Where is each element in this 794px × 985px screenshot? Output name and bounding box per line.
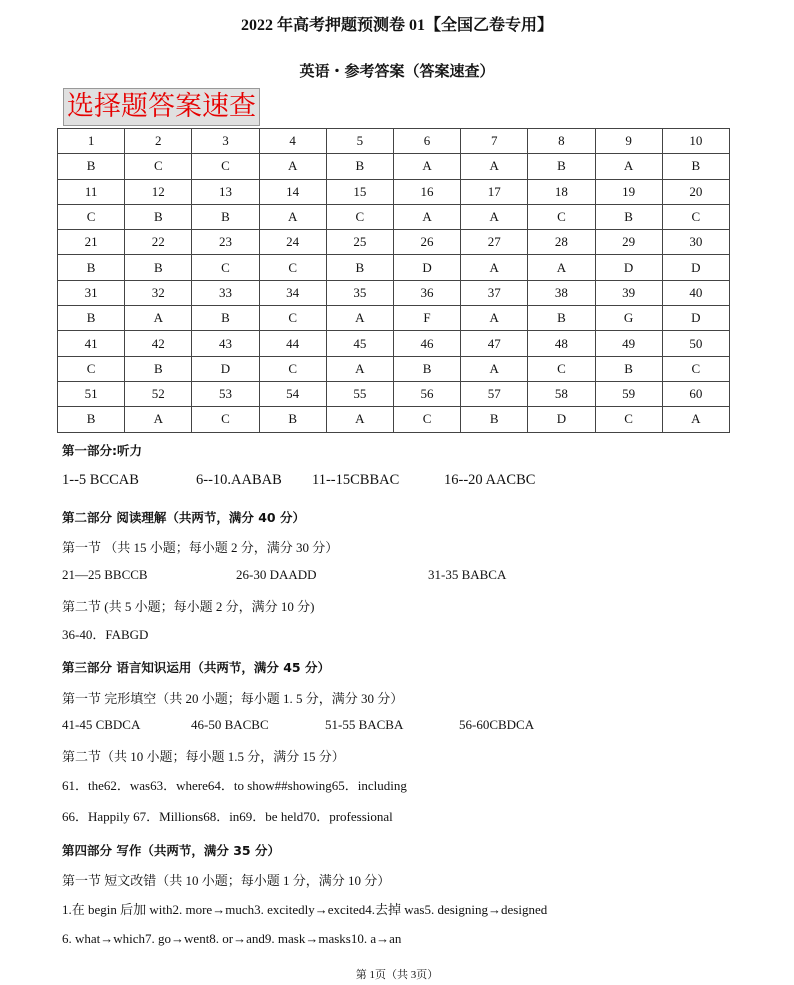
part3-answer-group: 56-60CBDCA (459, 717, 535, 732)
answer-cell: C (595, 407, 662, 432)
part2-section1-answers (62, 567, 506, 583)
answer-cell: B (326, 255, 393, 280)
answer-cell: C (393, 407, 460, 432)
question-number-cell: 47 (461, 331, 528, 356)
answer-cell: A (461, 154, 528, 179)
part2-answer-group: 31-35 BABCA (428, 567, 507, 582)
part1-answer-group: 11--15CBBAC (312, 472, 400, 488)
answer-cell: C (662, 356, 729, 381)
part4-section1-line1: 1.在 begin 后加 with2. more→much3. excitedly→excited4.去掉 was5. designing→designed (62, 902, 548, 917)
question-number-cell: 2 (125, 129, 192, 154)
question-number-row (58, 230, 730, 255)
question-number-cell: 35 (326, 280, 393, 305)
answer-row (58, 306, 730, 331)
part3-answer-group: 51-55 BACBA (325, 717, 404, 732)
answer-cell: B (192, 204, 259, 229)
answer-cell: C (326, 204, 393, 229)
question-number-cell: 37 (461, 280, 528, 305)
answer-cell: B (125, 255, 192, 280)
part2-answer-group: 21—25 BBCCB (62, 567, 148, 582)
question-number-cell: 24 (259, 230, 326, 255)
question-number-cell: 50 (662, 331, 729, 356)
answer-cell: A (326, 306, 393, 331)
answer-cell: C (192, 407, 259, 432)
answer-row (58, 255, 730, 280)
question-number-cell: 6 (393, 129, 460, 154)
answer-cell: A (393, 154, 460, 179)
answer-cell: A (259, 204, 326, 229)
answer-cell: B (595, 356, 662, 381)
question-number-cell: 46 (393, 331, 460, 356)
answer-cell: C (528, 356, 595, 381)
question-number-cell: 52 (125, 381, 192, 406)
question-number-cell: 15 (326, 179, 393, 204)
question-number-cell: 49 (595, 331, 662, 356)
question-number-row (58, 280, 730, 305)
answer-cell: A (326, 407, 393, 432)
answer-cell: A (125, 306, 192, 331)
part3-section2-line1: 61．the62．was63．where64．to show##showing65．including (62, 778, 407, 793)
document-subtitle: 英语・参考答案（答案速查） (299, 64, 495, 80)
answer-cell: B (125, 356, 192, 381)
part3-section2-line2: 66．Happily 67．Millions68．in69．be held70．professional (62, 809, 393, 824)
answer-cell: C (58, 204, 125, 229)
answer-cell: C (259, 255, 326, 280)
question-number-cell: 16 (393, 179, 460, 204)
answer-cell: B (528, 154, 595, 179)
question-number-cell: 17 (461, 179, 528, 204)
question-number-cell: 22 (125, 230, 192, 255)
answer-cell: A (461, 204, 528, 229)
answer-cell: C (125, 154, 192, 179)
answer-row (58, 154, 730, 179)
answer-cell: A (595, 154, 662, 179)
question-number-row (58, 179, 730, 204)
answer-cell: B (58, 306, 125, 331)
question-number-cell: 57 (461, 381, 528, 406)
answer-cell: B (58, 154, 125, 179)
answer-cell: D (192, 356, 259, 381)
question-number-cell: 11 (58, 179, 125, 204)
question-number-cell: 18 (528, 179, 595, 204)
question-number-cell: 27 (461, 230, 528, 255)
part3-answer-group: 41-45 CBDCA (62, 717, 141, 732)
part4-section1-heading: 第一节 短文改错（共 10 小题；每小题 1 分，满分 10 分） (62, 873, 391, 888)
answer-row (58, 204, 730, 229)
answer-cell: A (528, 255, 595, 280)
question-number-cell: 10 (662, 129, 729, 154)
question-number-cell: 41 (58, 331, 125, 356)
answer-cell: A (125, 407, 192, 432)
question-number-row (58, 381, 730, 406)
question-number-cell: 8 (528, 129, 595, 154)
question-number-cell: 25 (326, 230, 393, 255)
part1-answer-group: 16--20 AACBC (444, 472, 536, 488)
question-number-cell: 36 (393, 280, 460, 305)
answer-cell: B (58, 255, 125, 280)
question-number-cell: 12 (125, 179, 192, 204)
part2-section1-heading: 第一节 （共 15 小题；每小题 2 分，满分 30 分） (62, 540, 339, 555)
question-number-cell: 38 (528, 280, 595, 305)
question-number-cell: 9 (595, 129, 662, 154)
question-number-cell: 34 (259, 280, 326, 305)
answer-cell: B (259, 407, 326, 432)
answer-cell: C (259, 306, 326, 331)
question-number-cell: 3 (192, 129, 259, 154)
part1-answer-group: 1--5 BCCAB (62, 472, 139, 488)
answer-cell: B (595, 204, 662, 229)
answer-table (57, 128, 730, 433)
question-number-cell: 32 (125, 280, 192, 305)
question-number-cell: 19 (595, 179, 662, 204)
answer-cell: C (528, 204, 595, 229)
answer-cell: B (662, 154, 729, 179)
question-number-cell: 60 (662, 381, 729, 406)
question-number-cell: 14 (259, 179, 326, 204)
part3-section2-heading: 第二节（共 10 小题；每小题 1.5 分，满分 15 分） (62, 749, 345, 764)
part2-section2-answers: 36-40．FABGD (62, 627, 149, 642)
question-number-cell: 20 (662, 179, 729, 204)
question-number-cell: 33 (192, 280, 259, 305)
part3-section1-answers (62, 717, 534, 733)
answer-cell: B (326, 154, 393, 179)
question-number-cell: 48 (528, 331, 595, 356)
answer-row (58, 356, 730, 381)
question-number-cell: 39 (595, 280, 662, 305)
question-number-cell: 54 (259, 381, 326, 406)
answer-cell: D (662, 255, 729, 280)
question-number-cell: 51 (58, 381, 125, 406)
part3-heading: 第三部分 语言知识运用（共两节，满分 45 分） (62, 660, 330, 675)
question-number-cell: 45 (326, 331, 393, 356)
part4-section1-line2: 6. what→which7. go→went8. or→and9. mask→masks10. a→an (62, 931, 402, 946)
question-number-cell: 26 (393, 230, 460, 255)
answer-cell: G (595, 306, 662, 331)
part3-answer-group: 46-50 BACBC (191, 717, 269, 732)
answer-cell: D (528, 407, 595, 432)
answer-cell: B (393, 356, 460, 381)
answer-cell: C (662, 204, 729, 229)
answer-cell: C (58, 356, 125, 381)
question-number-cell: 31 (58, 280, 125, 305)
answer-cell: B (58, 407, 125, 432)
part1-answers (62, 472, 535, 489)
question-number-cell: 44 (259, 331, 326, 356)
answer-cell: D (595, 255, 662, 280)
question-number-row (58, 331, 730, 356)
answer-cell: B (461, 407, 528, 432)
question-number-cell: 43 (192, 331, 259, 356)
part4-heading: 第四部分 写作（共两节，满分 35 分） (62, 843, 280, 858)
question-number-cell: 28 (528, 230, 595, 255)
answer-cell: C (259, 356, 326, 381)
answer-cell: B (192, 306, 259, 331)
question-number-cell: 13 (192, 179, 259, 204)
answer-cell: A (393, 204, 460, 229)
page-footer: 第 1页（共 3页） (355, 969, 439, 981)
question-number-cell: 59 (595, 381, 662, 406)
question-number-cell: 21 (58, 230, 125, 255)
question-number-cell: 40 (662, 280, 729, 305)
part2-section2-heading: 第二节 (共 5 小题；每小题 2 分，满分 10 分) (62, 599, 315, 614)
answer-cell: A (461, 356, 528, 381)
answer-cell: B (528, 306, 595, 331)
answer-cell: D (662, 306, 729, 331)
question-number-cell: 53 (192, 381, 259, 406)
answer-cell: C (192, 255, 259, 280)
part2-heading: 第二部分 阅读理解（共两节，满分 40 分） (62, 510, 305, 525)
question-number-cell: 7 (461, 129, 528, 154)
quick-answer-banner: 选择题答案速查 (63, 88, 260, 126)
answer-table-body (58, 129, 730, 433)
question-number-cell: 55 (326, 381, 393, 406)
question-number-cell: 30 (662, 230, 729, 255)
part2-answer-group: 26-30 DAADD (236, 567, 317, 582)
answer-cell: A (326, 356, 393, 381)
part1-heading: 第一部分:听力 (62, 443, 142, 458)
answer-cell: C (192, 154, 259, 179)
document-title: 2022 年高考押题预测卷 01【全国乙卷专用】 (240, 17, 553, 34)
question-number-cell: 56 (393, 381, 460, 406)
answer-cell: A (259, 154, 326, 179)
part3-section1-heading: 第一节 完形填空（共 20 小题；每小题 1. 5 分，满分 30 分） (62, 691, 404, 706)
part1-answer-group: 6--10.AABAB (196, 472, 282, 488)
answer-cell: F (393, 306, 460, 331)
question-number-cell: 58 (528, 381, 595, 406)
question-number-cell: 23 (192, 230, 259, 255)
answer-cell: D (393, 255, 460, 280)
question-number-cell: 1 (58, 129, 125, 154)
answer-cell: B (125, 204, 192, 229)
question-number-row (58, 129, 730, 154)
question-number-cell: 4 (259, 129, 326, 154)
answer-cell: A (662, 407, 729, 432)
question-number-cell: 29 (595, 230, 662, 255)
answer-cell: A (461, 255, 528, 280)
answer-row (58, 407, 730, 432)
answer-cell: A (461, 306, 528, 331)
question-number-cell: 5 (326, 129, 393, 154)
question-number-cell: 42 (125, 331, 192, 356)
